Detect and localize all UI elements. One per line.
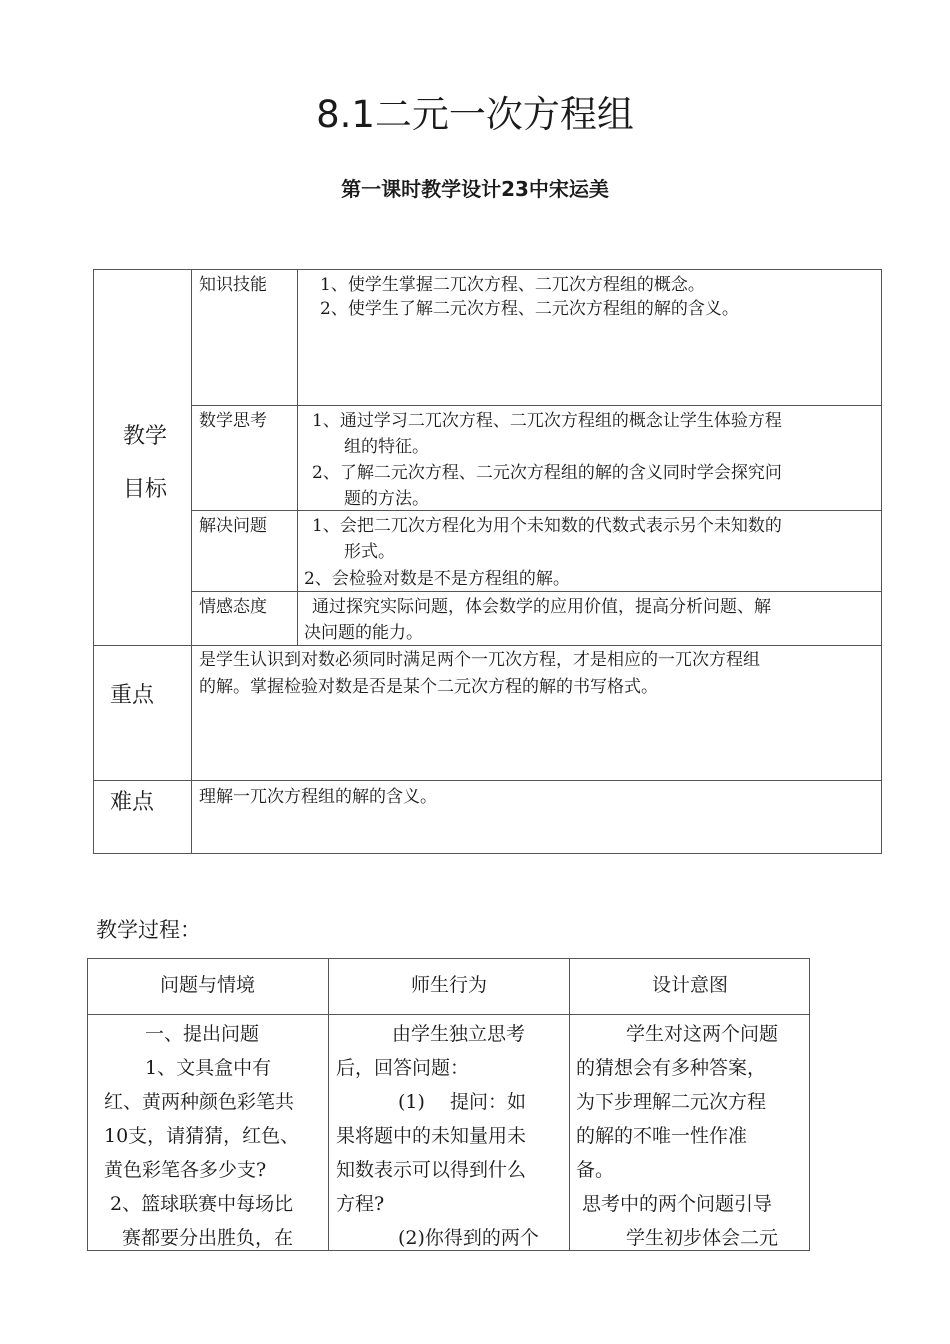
process-cell-line: 由学生独立思考 [392,1023,526,1045]
process-cell-line: 的解的不唯一性作准 [576,1125,748,1147]
process-cell-line: 一、提出问题 [145,1023,260,1045]
objectives-label-line1: 教学 [123,424,168,449]
objective-item: 2、了解二元次方程、二元次方程组的解的含义同时学会探究问 [312,463,782,483]
key-point-label-cell [93,645,192,781]
objective-item: 形式。 [344,542,395,562]
process-cell-line: 10支，请猜猜，红色、 [104,1125,300,1147]
process-cell-line: 红、黄两种颜色彩笔共 [104,1091,295,1113]
objective-item: 1、通过学习二兀次方程、二兀次方程组的概念让学生体验方程 [312,411,782,431]
process-cell-line: 学生初步体会二元 [626,1227,779,1249]
process-header: 师生行为 [410,974,487,996]
process-cell-line: 的猜想会有多种答案， [576,1057,767,1079]
objective-item: 2、使学生了解二元次方程、二元次方程组的解的含义。 [320,299,739,319]
key-point-label: 重点 [110,683,155,708]
process-cell-line: 方程? [336,1193,385,1215]
process-cell-line: 思考中的两个问题引导 [582,1193,773,1215]
objective-item: 组的特征。 [344,437,429,457]
objective-item: 题的方法。 [344,489,429,509]
objectives-label-cell [93,269,192,646]
document-subtitle: 第一课时教学设计23中宋运美 [341,177,609,201]
difficulty-text: 理解一兀次方程组的解的含义。 [199,787,437,807]
objective-category: 解决问题 [199,516,267,536]
objective-category: 情感态度 [199,597,267,617]
process-cell-line: 学生对这两个问题 [626,1023,779,1045]
process-cell-line: 果将题中的未知量用未 [336,1125,527,1147]
process-cell-line: (1) 提问：如 [398,1091,526,1113]
process-cell-line: 备。 [576,1159,615,1181]
process-cell-line: 为下步理解二元次方程 [576,1091,767,1113]
objective-item: 通过探究实际问题，体会数学的应用价值，提高分析问题、解 [312,597,771,617]
objectives-label-line2: 目标 [123,477,168,502]
process-cell-line: 2、篮球联赛中每场比 [110,1193,294,1215]
process-cell-line: 赛都要分出胜负，在 [122,1227,294,1249]
objective-item: 1、使学生掌握二兀次方程、二兀次方程组的概念。 [320,275,705,295]
objective-item: 2、会检验对数是不是方程组的解。 [304,569,570,589]
process-cell-line: 知数表示可以得到什么 [336,1159,527,1181]
key-point-text: 的解。掌握检验对数是否是某个二元次方程的解的书写格式。 [199,677,658,697]
process-cell-line: (2)你得到的两个 [398,1227,539,1249]
document-title: 8.1二元一次方程组 [316,93,634,136]
objective-item: 1、会把二兀次方程化为用个未知数的代数式表示另个未知数的 [312,516,782,536]
key-point-text: 是学生认识到对数必须同时满足两个一兀次方程，才是相应的一兀次方程组 [199,650,760,670]
process-cell-line: 黄色彩笔各多少支? [104,1159,267,1181]
difficulty-label: 难点 [110,790,155,815]
process-label: 教学过程： [96,918,201,942]
objective-category: 知识技能 [199,275,267,295]
objective-item: 决问题的能力。 [304,623,423,643]
process-header: 问题与情境 [159,974,255,996]
process-cell-line: 1、文具盒中有 [145,1057,272,1079]
objective-category: 数学思考 [199,411,267,431]
process-cell-line: 后，回答问题： [336,1057,470,1079]
process-header: 设计意图 [651,974,728,996]
